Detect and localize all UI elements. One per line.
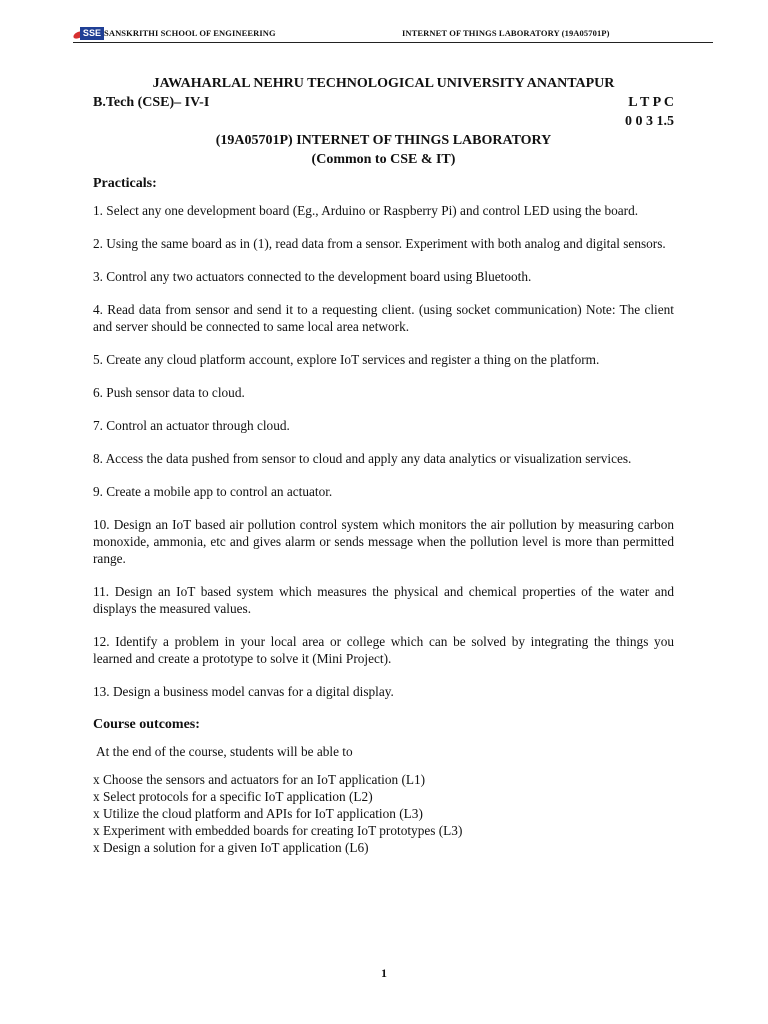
header-course-name: INTERNET OF THINGS LABORATORY (19A05701P) — [402, 28, 610, 38]
outcome-item: x Select protocols for a specific IoT application (L2) — [93, 789, 373, 804]
practical-item: 11. Design an IoT based system which measures the physical and chemical properties of the water and displays the measured values. — [93, 584, 674, 616]
practical-item: 3. Control any two actuators connected to the development board using Bluetooth. — [93, 269, 532, 284]
practical-item: 10. Design an IoT based air pollution control system which monitors the air pollution by measuring carbon monoxide, ammonia, etc and gives alarm or sends message when the pollution level is more than permitted range. — [93, 517, 674, 566]
program-row — [93, 93, 674, 112]
practicals-list — [93, 202, 674, 700]
practical-item: 1. Select any one development board (Eg., Arduino or Raspberry Pi) and control LED using the board. — [93, 203, 639, 218]
school-logo-icon — [73, 27, 105, 40]
practical-item: 13. Design a business model canvas for a digital display. — [93, 684, 394, 699]
practical-item: 2. Using the same board as in (1), read data from a sensor. Experiment with both analog and digital sensors. — [93, 236, 666, 251]
outcome-item: x Experiment with embedded boards for creating IoT prototypes (L3) — [93, 823, 463, 838]
practical-item: 9. Create a mobile app to control an actuator. — [93, 484, 333, 499]
header-school-name: SANSKRITHI SCHOOL OF ENGINEERING — [104, 28, 276, 38]
ltpc-values-row — [93, 112, 674, 131]
logo-text: SSE — [80, 27, 104, 40]
practical-item: 7. Control an actuator through cloud. — [93, 418, 290, 433]
practicals-heading: Practicals: — [93, 176, 157, 191]
practical-item: 5. Create any cloud platform account, explore IoT services and register a thing on the platform. — [93, 352, 600, 367]
program-label: B.Tech (CSE)– IV-I — [93, 95, 210, 110]
page-number: 1 — [381, 966, 387, 980]
ltpc-label: L T P C — [628, 95, 674, 110]
outcomes-list — [93, 771, 674, 856]
course-title: (19A05701P) INTERNET OF THINGS LABORATORY — [215, 133, 552, 148]
outcomes-intro: At the end of the course, students will be able to — [96, 744, 353, 759]
practical-item: 4. Read data from sensor and send it to a requesting client. (using socket communication) Note: The client and server should be connected to same local area network. — [93, 302, 674, 334]
document-body — [93, 74, 674, 856]
outcome-item: x Utilize the cloud platform and APIs for IoT application (L3) — [93, 806, 423, 821]
practical-item: 6. Push sensor data to cloud. — [93, 385, 245, 400]
university-title: JAWAHARLAL NEHRU TECHNOLOGICAL UNIVERSITY ANANTAPUR — [152, 76, 615, 91]
outcome-item: x Choose the sensors and actuators for an IoT application (L1) — [93, 772, 426, 787]
outcome-item: x Design a solution for a given IoT application (L6) — [93, 840, 369, 855]
outcomes-heading: Course outcomes: — [93, 717, 200, 732]
ltpc-values: 0 0 3 1.5 — [625, 114, 674, 129]
course-subtitle: (Common to CSE & IT) — [311, 152, 456, 167]
page-header — [73, 26, 713, 42]
practical-item: 12. Identify a problem in your local area or college which can be solved by integrating the things you learned and create a prototype to solve it (Mini Project). — [93, 634, 674, 666]
practical-item: 8. Access the data pushed from sensor to cloud and apply any data analytics or visualization services. — [93, 451, 632, 466]
header-divider — [73, 42, 713, 43]
